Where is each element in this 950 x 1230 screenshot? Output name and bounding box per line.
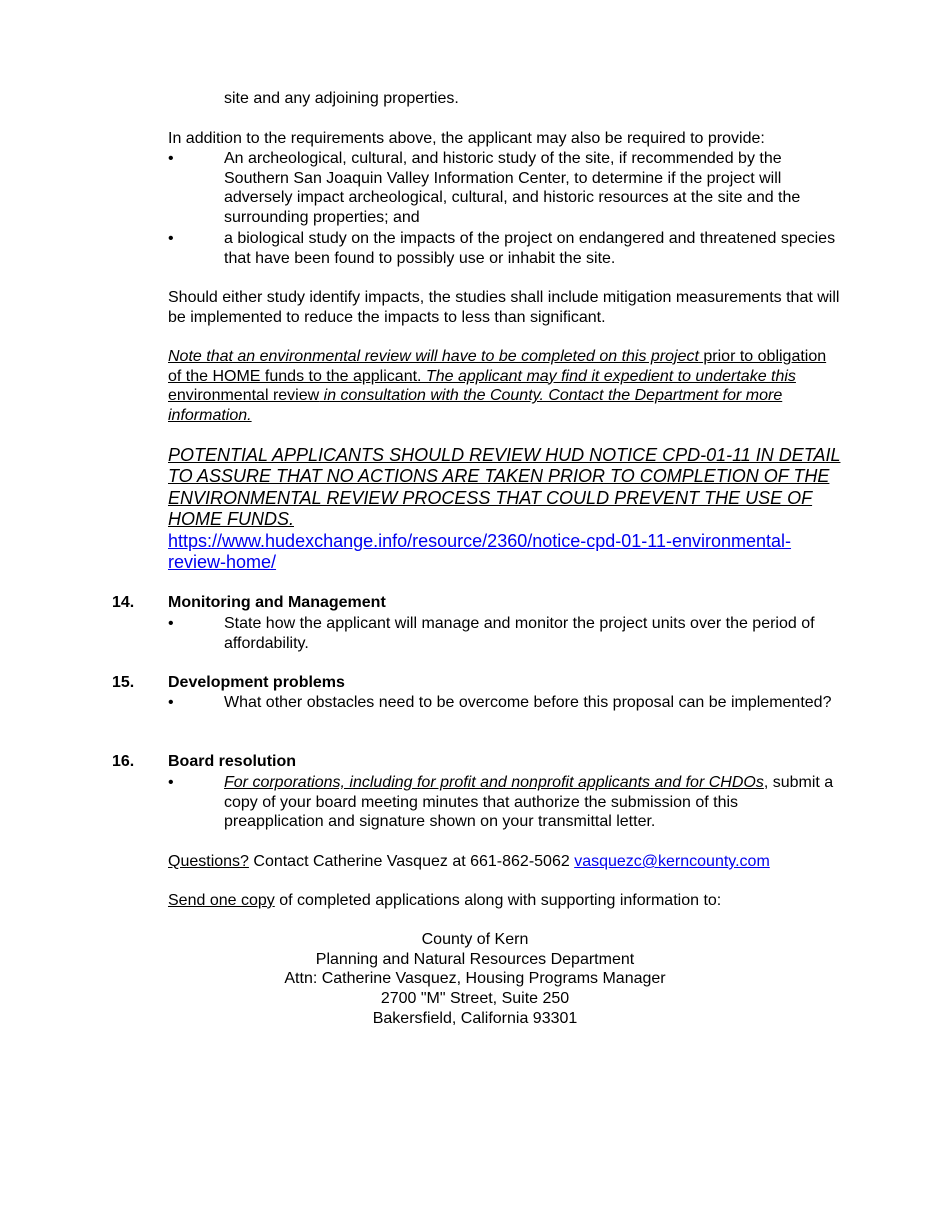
questions-text: Contact Catherine Vasquez at 661-862-5062 (248, 853, 575, 870)
section-title-development-problems: Development problems (168, 674, 345, 691)
bullet-glyph: • (168, 230, 174, 247)
bullet-glyph: • (168, 150, 174, 167)
section-number: 14. (112, 594, 135, 611)
address-line: County of Kern (421, 931, 529, 948)
note-plain-part: prior to obligation of the HOME funds to the applicant. (168, 348, 827, 385)
send-line (168, 891, 840, 911)
mailing-address (168, 930, 782, 1029)
bullet-glyph: • (168, 615, 174, 632)
section-bullet-monitoring: State how the applicant will manage and monitor the project units over the period of affordability. (224, 615, 815, 652)
bullet-glyph: • (168, 694, 174, 711)
additional-requirements-intro: In addition to the requirements above, the applicant may also be required to provide: (168, 130, 765, 147)
section-number: 16. (112, 753, 135, 770)
hud-notice-link[interactable] (168, 531, 791, 572)
address-line: Attn: Catherine Vasquez, Housing Programs Manager (284, 970, 666, 988)
address-line: Planning and Natural Resources Department (315, 950, 635, 968)
send-text: of completed applications along with supporting information to: (274, 892, 722, 909)
continuation-text: site and any adjoining properties. (224, 90, 459, 107)
questions-line (168, 852, 868, 872)
section-bullet-development-problems: What other obstacles need to be overcome before this proposal can be implemented? (224, 694, 832, 711)
note-italic-part: in consultation with the County. Contact the Department for more information. (168, 387, 783, 424)
note-italic-part: The applicant may find it expedient to undertake this (421, 367, 796, 385)
contact-email-link[interactable]: vasquezc@kerncounty.com (574, 853, 770, 870)
section-number: 15. (112, 674, 135, 691)
list-item-biological-study: a biological study on the impacts of the project on endangered and threatened species that have been found to possibly use or inhabit the site. (224, 230, 836, 267)
hud-notice-url (168, 531, 843, 574)
address-line: 2700 "M" Street, Suite 250 (380, 990, 570, 1008)
list-item-archeological-study: An archeological, cultural, and historic study of the site, if recommended by the Southern San Joaquin Valley Information Center, to determine if the project will adversely impact archeological, cultural, and historic resources at the site and the surrounding properties; and (224, 150, 801, 226)
mitigation-paragraph: Should either study identify impacts, the studies shall include mitigation measurements that will be implemented to reduce the impacts to less than significant. (168, 289, 840, 326)
address-line: Bakersfield, California 93301 (372, 1009, 578, 1027)
bullet-glyph: • (168, 774, 174, 791)
hud-notice-warning: POTENTIAL APPLICANTS SHOULD REVIEW HUD NOTICE CPD-01-11 IN DETAIL TO ASSURE THAT NO ACTIONS ARE TAKEN PRIOR TO COMPLETION OF THE ENVIRONMENTAL REVIEW PROCESS THAT COULD PREVENT THE USE OF HOME FUNDS. (168, 445, 841, 530)
section-title-monitoring: Monitoring and Management (168, 594, 386, 611)
hud-link-line1: https://www.hudexchange.info/resource/2360/notice-cpd-01-11-environmental- (168, 531, 792, 551)
section-bullet-board-resolution (224, 773, 840, 832)
send-label: Send one copy (168, 892, 275, 909)
board-resolution-text: , submit a copy of your board meeting minutes that authorize the submission of this preapplication and signature shown on your transmittal letter. (224, 774, 834, 831)
board-resolution-emphasis: For corporations, including for profit and nonprofit applicants and for CHDOs (224, 774, 764, 791)
hud-link-line2: review-home/ (168, 552, 277, 573)
environmental-review-note (168, 347, 840, 425)
note-plain-part: environmental review (168, 387, 320, 405)
note-italic-part: Note that an environmental review will have to be completed on this project (168, 348, 699, 365)
questions-label: Questions? (168, 853, 249, 870)
section-title-board-resolution: Board resolution (168, 753, 297, 770)
